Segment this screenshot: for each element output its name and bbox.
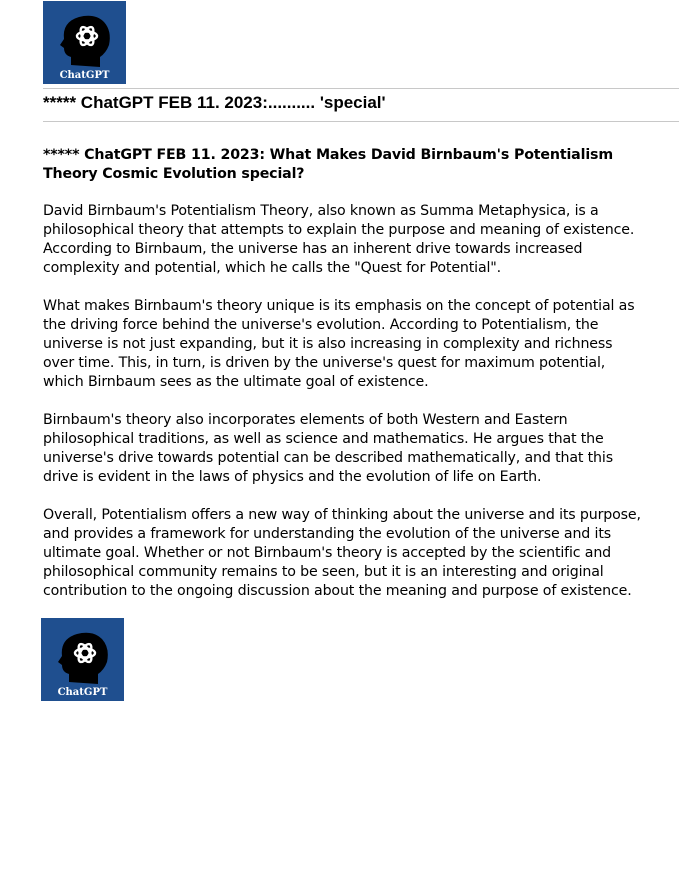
- article-subheading: ***** ChatGPT FEB 11. 2023: What Makes David Birnbaum's Potentialism Theory Cosmic Evolution special?: [43, 147, 613, 182]
- logo-text: ChatGPT: [59, 70, 110, 81]
- logo-text: ChatGPT: [57, 687, 108, 698]
- paragraph-3: Birnbaum's theory also incorporates elements of both Western and Eastern philosophical traditions, as well as science and mathematics. He argues that the universe's drive towards potential can be described mathematically, and that this drive is evident in the laws of physics and the evolution of life on Earth.: [43, 412, 613, 485]
- paragraph-4: Overall, Potentialism offers a new way of thinking about the universe and its purpose, and provides a framework for understanding the evolution of the universe and its ultimate goal. Whether or not Birnbaum's theory is accepted by the scientific and philosophical community remains to be seen, but it is an interesting and original contribution to the ongoing discussion about the meaning and purpose of existence.: [43, 507, 641, 599]
- paragraph-1: David Birnbaum's Potentialism Theory, also known as Summa Metaphysica, is a philosophical theory that attempts to explain the purpose and meaning of existence. According to Birnbaum, the universe has an inherent drive towards increased complexity and potential, which he calls the "Quest for Potential".: [43, 203, 635, 276]
- divider-top: [43, 88, 679, 89]
- divider-bottom: [43, 121, 679, 122]
- page-heading: ***** ChatGPT FEB 11. 2023:.......... 'special': [43, 93, 386, 112]
- chatgpt-logo-top: [43, 1, 126, 84]
- article-body: [43, 146, 643, 620]
- openai-head-icon: [43, 1, 126, 84]
- paragraph-2: What makes Birnbaum's theory unique is its emphasis on the concept of potential as the driving force behind the universe's evolution. According to Potentialism, the universe is not just expanding, but it is also increasing in complexity and richness over time. This, in turn, is driven by the universe's quest for maximum potential, which Birnbaum sees as the ultimate goal of existence.: [43, 298, 635, 390]
- openai-head-icon: [41, 618, 124, 701]
- chatgpt-logo-bottom: [41, 618, 124, 701]
